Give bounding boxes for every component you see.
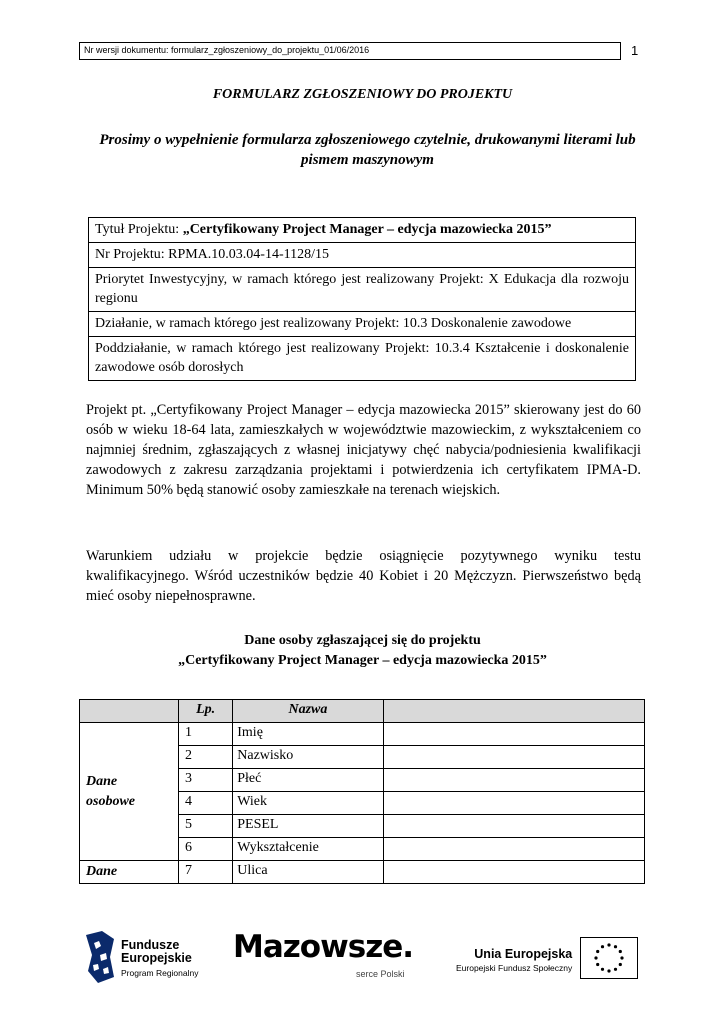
project-priority-row [89, 268, 636, 312]
table-header-row [80, 700, 645, 723]
header-lp: Lp. [178, 700, 232, 723]
project-title-label: Tytuł Projektu: [95, 222, 183, 237]
last-name-field[interactable] [383, 746, 644, 769]
pesel-field[interactable] [383, 815, 644, 838]
project-subaction: Poddziałanie, w ramach którego jest realizowany Projekt: 10.3.4 Kształcenie i doskonalenie zawodowe osób dorosłych [89, 337, 636, 381]
project-title-value: „Certyfikowany Project Manager – edycja mazowiecka 2015” [182, 222, 552, 237]
participation-conditions: Warunkiem udziału w projekcie będzie osiągnięcie pozytywnego wyniku testu kwalifikacyjnego. Wśród uczestników będzie 40 Kobiet i 20 Mężczyzn. Pierwszeństwo będą mieć osoby niepełnosprawne. [86, 548, 641, 604]
table-row: 4 Wiek [80, 792, 645, 815]
document-version-text: Nr wersji dokumentu: formularz_zgłoszeniowy_do_projektu_01/06/2016 [84, 45, 370, 55]
document-version-box [79, 42, 621, 60]
project-subaction-row [89, 337, 636, 381]
project-action: Działanie, w ramach którego jest realizowany Projekt: 10.3 Doskonalenie zawodowe [89, 312, 636, 337]
applicant-section-line1: Dane osoby zgłaszającej się do projektu [244, 633, 481, 648]
table-row: 5 PESEL [80, 815, 645, 838]
form-instruction: Prosimy o wypełnienie formularza zgłoszeniowego czytelnie, drukowanymi literami lub pismem maszynowym [99, 132, 636, 168]
applicant-section-title [0, 631, 725, 671]
table-row: 6 Wykształcenie [80, 838, 645, 861]
eu-logo-text: Unia Europejska Europejski Fundusz Społeczny [456, 947, 573, 973]
footer-logos [0, 925, 725, 995]
project-action-row [89, 312, 636, 337]
eu-flag-icon [580, 937, 638, 979]
table-row: Dane osobowe 1 Imię [80, 723, 645, 746]
mazowsze-logo: Mazowsze. [233, 929, 414, 965]
group-contact-data: Dane [80, 861, 179, 884]
age-field[interactable] [383, 792, 644, 815]
applicant-section-line2: „Certyfikowany Project Manager – edycja mazowiecka 2015” [178, 653, 547, 668]
project-number: Nr Projektu: RPMA.10.03.04-14-1128/15 [89, 243, 636, 268]
page-number: 1 [631, 43, 639, 58]
project-description: Projekt pt. „Certyfikowany Project Manager – edycja mazowiecka 2015” skierowany jest do 60 osób w wieku 18-64 lata, zamieszkałych w województwie mazowieckim, z wykształceniem co najmniej średnim, zgłaszających z własnej inicjatywy chęć nabycia/podniesienia kwalifikacji zawodowych z zakresu zarządzania projektami i potwierdzenia ich certyfikatem IPMA-D. Minimum 50% będą stanowić osoby zamieszkałe na terenach wiejskich. [86, 402, 641, 498]
table-row: 2 Nazwisko [80, 746, 645, 769]
project-number-row [89, 243, 636, 268]
gender-field[interactable] [383, 769, 644, 792]
european-funds-logo-icon [84, 931, 116, 983]
header-nazwa: Nazwa [233, 700, 383, 723]
form-title: FORMULARZ ZGŁOSZENIOWY DO PROJEKTU [212, 87, 513, 102]
project-info-table [88, 217, 636, 381]
table-row: Dane 7 Ulica [80, 861, 645, 884]
education-field[interactable] [383, 838, 644, 861]
european-funds-logo-text: Fundusze Europejskie Program Regionalny [121, 938, 199, 978]
project-title-row [89, 218, 636, 243]
table-row: 3 Płeć [80, 769, 645, 792]
project-priority: Priorytet Inwestycyjny, w ramach którego jest realizowany Projekt: X Edukacja dla rozwoju regionu [89, 268, 636, 312]
street-field[interactable] [383, 861, 644, 884]
group-personal-data: Dane osobowe [80, 723, 179, 861]
first-name-field[interactable] [383, 723, 644, 746]
applicant-data-table [79, 699, 645, 884]
mazowsze-logo-subtitle: serce Polski [356, 969, 405, 979]
